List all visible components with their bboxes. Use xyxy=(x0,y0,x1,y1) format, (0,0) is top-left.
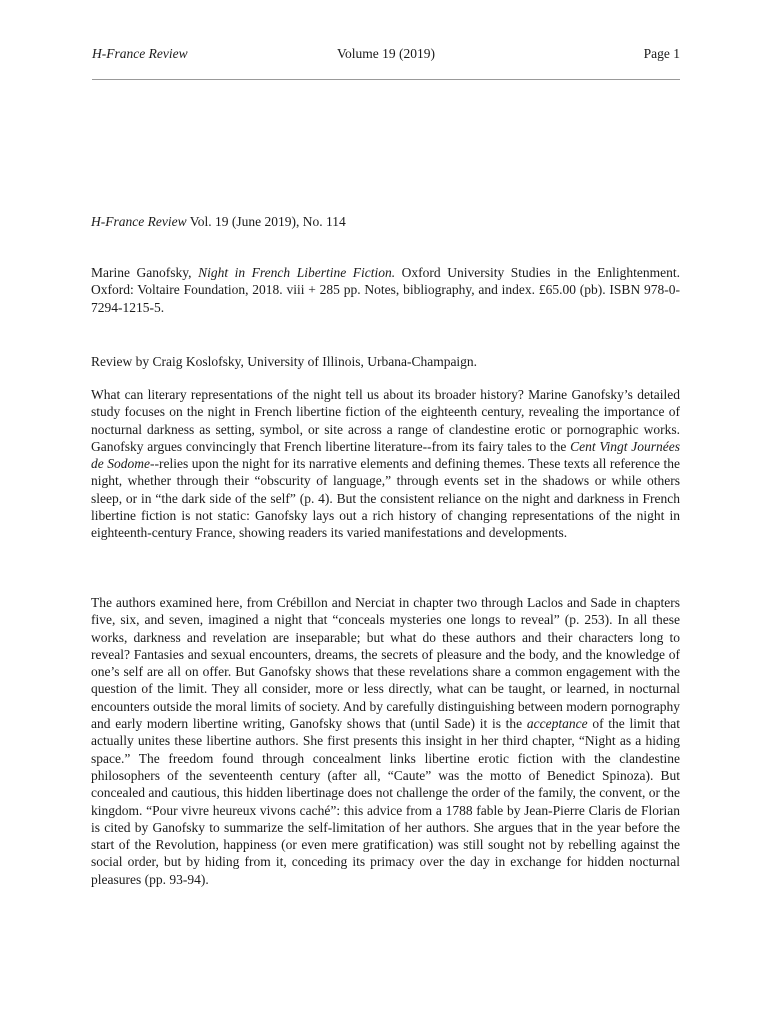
body-paragraph-1 xyxy=(91,386,680,542)
header-page-number: Page 1 xyxy=(643,46,680,61)
paragraph-2-text-a: The authors examined here, from Crébillon and Nerciat in chapter two through Laclos and Sade in chapters five, six, and seven, imagined a night that “conceals mysteries one longs to reveal” (p. 253). In all these works, darkness and revelation are inseparable; but what do these authors and their characters long to reveal? Fantasies and sexual encounters, dreams, the secrets of pleasure and the body, and the knowledge of one’s self are all on offer. But Ganofsky shows that these revelations share a common engagement with the question of the limit. They all consider, more or less directly, what can be taught, or learned, in nocturnal encounters outside the moral limits of society. And by carefully distinguishing between modern pornography and early modern libertine writing, Ganofsky shows that (until Sade) it is the xyxy=(91,595,680,732)
book-details: Oxford University Studies in the Enlightenment. Oxford: Voltaire Foundation, 2018. viii + 285 pp. Notes, bibliography, and index. £65.00 (pb). ISBN 978-0-7294-1215-5. xyxy=(91,265,680,315)
paragraph-1-text-b: --relies upon the night for its narrative elements and defining themes. These texts all reference the night, whether through their “obscurity of language,” through events set in the shadows or while others sleep, or in “the dark side of the self” (p. 4). But the consistent reliance on the night and darkness in French libertine fiction is not static: Ganofsky lays out a rich history of changing representations of the night in eighteenth-century France, showing readers its varied manifestations and developments. xyxy=(91,456,681,541)
paragraph-2-italic-word: acceptance xyxy=(526,716,588,732)
paragraph-1-text-a: What can literary representations of the night tell us about its broader history? Marine Ganofsky’s detailed study focuses on the night in French libertine fiction of the eighteenth century, revealing the importance of nocturnal darkness as setting, symbol, or site across a range of clandestine erotic or pornographic works. Ganofsky argues convincingly that French libertine literature--from its fairy tales to the xyxy=(91,387,680,454)
reviewer-line: Review by Craig Koslofsky, University of Illinois, Urbana-Champaign. xyxy=(91,354,478,369)
review-citation xyxy=(91,213,680,230)
book-bibliography xyxy=(91,264,680,316)
header-divider xyxy=(92,79,680,80)
running-header xyxy=(92,46,680,66)
body-paragraph-2 xyxy=(91,594,680,888)
paragraph-1-italic-title: Cent Vingt Journées de Sodome xyxy=(91,438,681,472)
book-title: Night in French Libertine Fiction. xyxy=(198,265,396,280)
header-journal-name: H-France Review xyxy=(92,46,188,61)
citation-journal: H-France Review xyxy=(91,214,187,229)
citation-issue: Vol. 19 (June 2019), No. 114 xyxy=(186,214,346,229)
book-author: Marine Ganofsky, xyxy=(91,265,199,280)
paragraph-2-text-b: of the limit that actually unites these libertine authors. She first presents this insight in her third chapter, “Night as a hiding space.” The freedom found through concealment links libertine erotic fiction with the clandestine philosophers of the seventeenth century (after all, “Caute” was the motto of Benedict Spinoza). But concealed and cautious, this hidden libertinage does not challenge the order of the family, the convent, or the kingdom. “Pour vivre heureux vivons caché”: this advice from a 1788 fable by Jean-Pierre Claris de Florian is cited by Ganofsky to summarize the self-limitation of her authors. She argues that in the year before the start of the Revolution, happiness (or even mere gratification) was still sought not by rebelling against the social order, but by hiding from it, conceding its primacy over the day in exchange for hidden nocturnal pleasures (pp. 93-94). xyxy=(91,716,680,887)
header-volume: Volume 19 (2019) xyxy=(337,46,435,61)
